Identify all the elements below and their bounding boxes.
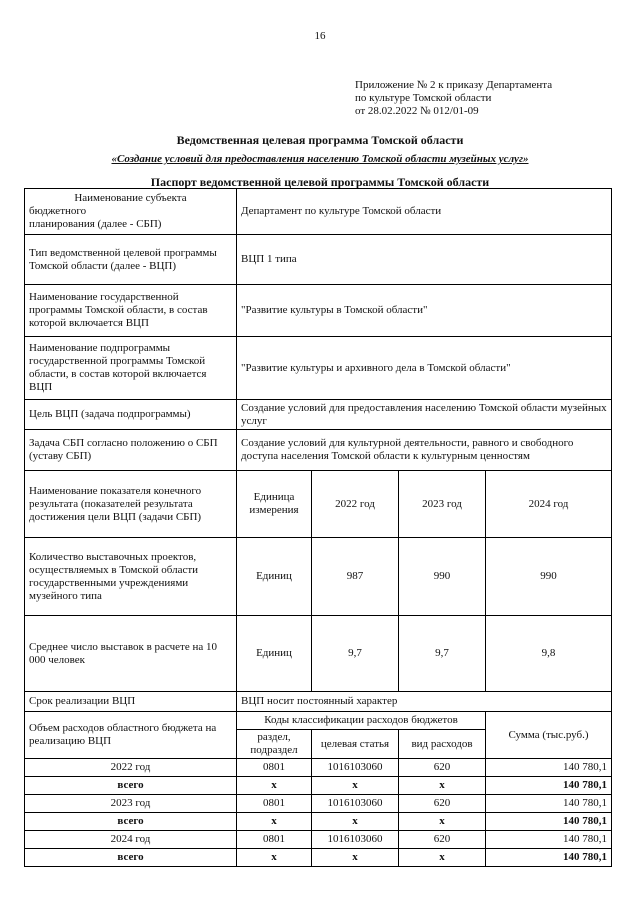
budget-article: х [312, 849, 399, 867]
budget-kind: х [399, 849, 486, 867]
indicator-2-2023: 9,7 [399, 616, 486, 692]
table-row [25, 692, 612, 712]
section-header: раздел, подраздел [237, 730, 312, 759]
budget-year: всего [25, 777, 237, 795]
budget-total-row [25, 849, 612, 867]
budget-year: всего [25, 813, 237, 831]
term-label: Срок реализации ВЦП [25, 692, 237, 712]
budget-section: х [237, 777, 312, 795]
label-line: планирования (далее - СБП) [29, 218, 162, 230]
year-2022-header: 2022 год [312, 471, 399, 538]
budget-article: х [312, 777, 399, 795]
passport-title: Паспорт ведомственной целевой программы Томской области [150, 175, 490, 189]
appendix-line: Приложение № 2 к приказу Департамента [355, 79, 553, 91]
indicator-1-2024: 990 [486, 538, 612, 616]
indicator-1-2023: 990 [399, 538, 486, 616]
page-number: 16 [314, 30, 326, 42]
subject-label [25, 189, 237, 235]
budget-kind: х [399, 813, 486, 831]
program-value: "Развитие культуры в Томской области" [237, 285, 612, 337]
budget-total-row [25, 777, 612, 795]
table-row [25, 337, 612, 400]
label-line: бюджетного [29, 205, 87, 217]
budget-section: 0801 [237, 795, 312, 813]
document-subtitle: «Создание условий для предоставления населению Томской области музейных услуг» [111, 153, 529, 165]
budget-sum: 140 780,1 [486, 759, 612, 777]
budget-year: 2023 год [25, 795, 237, 813]
year-2024-header: 2024 год [486, 471, 612, 538]
budget-article: х [312, 813, 399, 831]
budget-sum: 140 780,1 [486, 813, 612, 831]
document-title: Ведомственная целевая программа Томской области [176, 133, 464, 147]
appendix-line: по культуре Томской области [355, 92, 492, 104]
budget-row [25, 795, 612, 813]
table-row [25, 471, 612, 538]
table-row [25, 189, 612, 235]
indicator-2-2022: 9,7 [312, 616, 399, 692]
budget-article: 1016103060 [312, 831, 399, 849]
task-label: Задача СБП согласно положению о СБП (уставу СБП) [25, 430, 237, 471]
budget-sum: 140 780,1 [486, 777, 612, 795]
goal-value: Создание условий для предоставления населению Томской области музейных услуг [237, 400, 612, 430]
subprogram-label: Наименование подпрограммы государственной программы Томской области, в состав которой включается ВЦП [25, 337, 237, 400]
budget-article: 1016103060 [312, 759, 399, 777]
table-row [25, 538, 612, 616]
year-2023-header: 2023 год [399, 471, 486, 538]
budget-section: 0801 [237, 759, 312, 777]
budget-total-row [25, 813, 612, 831]
sum-header: Сумма (тыс.руб.) [486, 712, 612, 759]
indicator-2-unit: Единиц [237, 616, 312, 692]
appendix-note [355, 79, 552, 118]
indicator-2-label: Среднее число выставок в расчете на 10 000 человек [25, 616, 237, 692]
table-row [25, 712, 612, 730]
goal-label: Цель ВЦП (задача подпрограммы) [25, 400, 237, 430]
budget-kind: 620 [399, 759, 486, 777]
indicator-2-2024: 9,8 [486, 616, 612, 692]
budget-year: всего [25, 849, 237, 867]
codes-header: Коды классификации расходов бюджетов [237, 712, 486, 730]
type-value: ВЦП 1 типа [237, 235, 612, 285]
budget-kind: 620 [399, 795, 486, 813]
subject-value: Департамент по культуре Томской области [237, 189, 612, 235]
budget-kind: х [399, 777, 486, 795]
unit-header: Единица измерения [237, 471, 312, 538]
budget-article: 1016103060 [312, 795, 399, 813]
appendix-line: от 28.02.2022 № 012/01-09 [355, 105, 479, 117]
budget-year: 2022 год [25, 759, 237, 777]
term-value: ВЦП носит постоянный характер [237, 692, 612, 712]
budget-section: х [237, 813, 312, 831]
indicator-label: Наименование показателя конечного результата (показателей результата достижения цели ВЦП (задачи СБП) [25, 471, 237, 538]
task-value: Создание условий для культурной деятельности, равного и свободного доступа населения Томской области к культурным ценностям [237, 430, 612, 471]
passport-table [24, 188, 612, 867]
table-row [25, 616, 612, 692]
subprogram-value: "Развитие культуры и архивного дела в Томской области" [237, 337, 612, 400]
indicator-1-label: Количество выставочных проектов, осуществляемых в Томской области государственными учреждениями музейного типа [25, 538, 237, 616]
indicator-1-2022: 987 [312, 538, 399, 616]
budget-sum: 140 780,1 [486, 849, 612, 867]
label-line: Наименование субъекта [74, 192, 187, 204]
budget-sum: 140 780,1 [486, 795, 612, 813]
program-label: Наименование государственной программы Томской области, в состав которой включается ВЦП [25, 285, 237, 337]
table-row [25, 235, 612, 285]
budget-kind: 620 [399, 831, 486, 849]
budget-row [25, 759, 612, 777]
table-row [25, 430, 612, 471]
indicator-1-unit: Единиц [237, 538, 312, 616]
kind-header: вид расходов [399, 730, 486, 759]
budget-section: х [237, 849, 312, 867]
budget-label: Объем расходов областного бюджета на реализацию ВЦП [25, 712, 237, 759]
budget-section: 0801 [237, 831, 312, 849]
budget-sum: 140 780,1 [486, 831, 612, 849]
target-header: целевая статья [312, 730, 399, 759]
budget-year: 2024 год [25, 831, 237, 849]
table-row [25, 400, 612, 430]
budget-row [25, 831, 612, 849]
type-label: Тип ведомственной целевой программы Томской области (далее - ВЦП) [25, 235, 237, 285]
table-row [25, 285, 612, 337]
